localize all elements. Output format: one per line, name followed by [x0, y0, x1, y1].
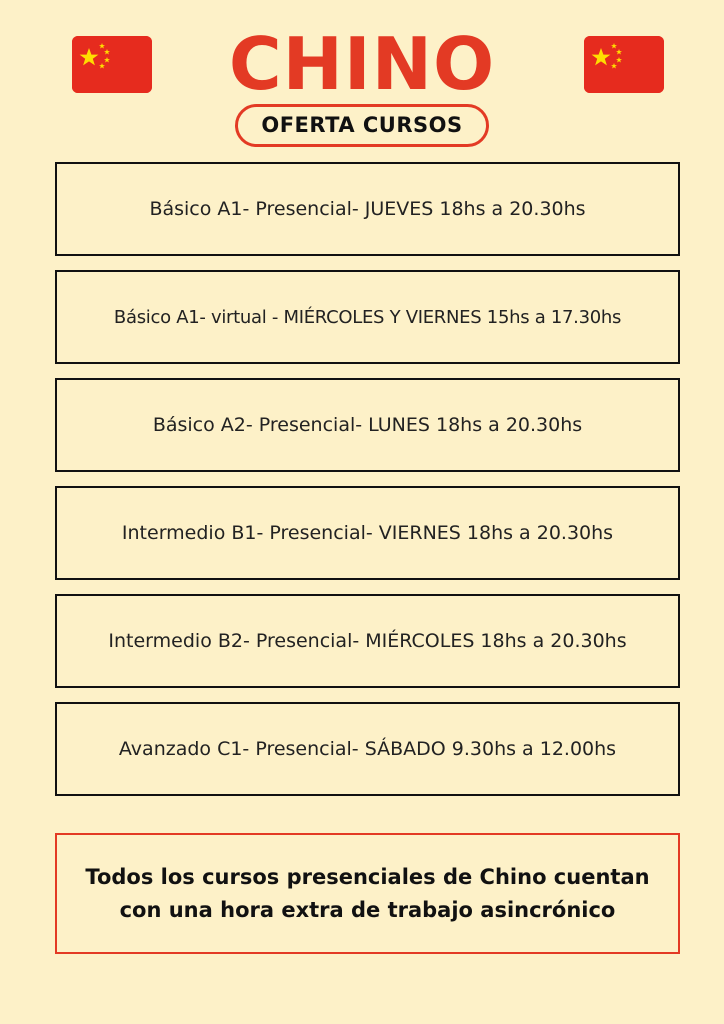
note-line-2: con una hora extra de trabajo asincrónico — [119, 897, 616, 922]
note-text — [85, 861, 649, 927]
course-item: Básico A1- Presencial- JUEVES 18hs a 20.30hs — [55, 162, 680, 256]
course-item: Avanzado C1- Presencial- SÁBADO 9.30hs a 12.00hs — [55, 702, 680, 796]
course-item: Básico A1- virtual - MIÉRCOLES Y VIERNES 15hs a 17.30hs — [55, 270, 680, 364]
course-item: Intermedio B1- Presencial- VIERNES 18hs a 20.30hs — [55, 486, 680, 580]
note-line-1: Todos los cursos presenciales de Chino cuentan — [85, 864, 650, 889]
course-list — [55, 162, 680, 810]
course-item: Básico A2- Presencial- LUNES 18hs a 20.30hs — [55, 378, 680, 472]
note-box — [55, 833, 680, 954]
course-item: Intermedio B2- Presencial- MIÉRCOLES 18hs a 20.30hs — [55, 594, 680, 688]
page-subtitle-badge: OFERTA CURSOS — [235, 104, 489, 147]
page-title: CHINO — [228, 22, 496, 106]
